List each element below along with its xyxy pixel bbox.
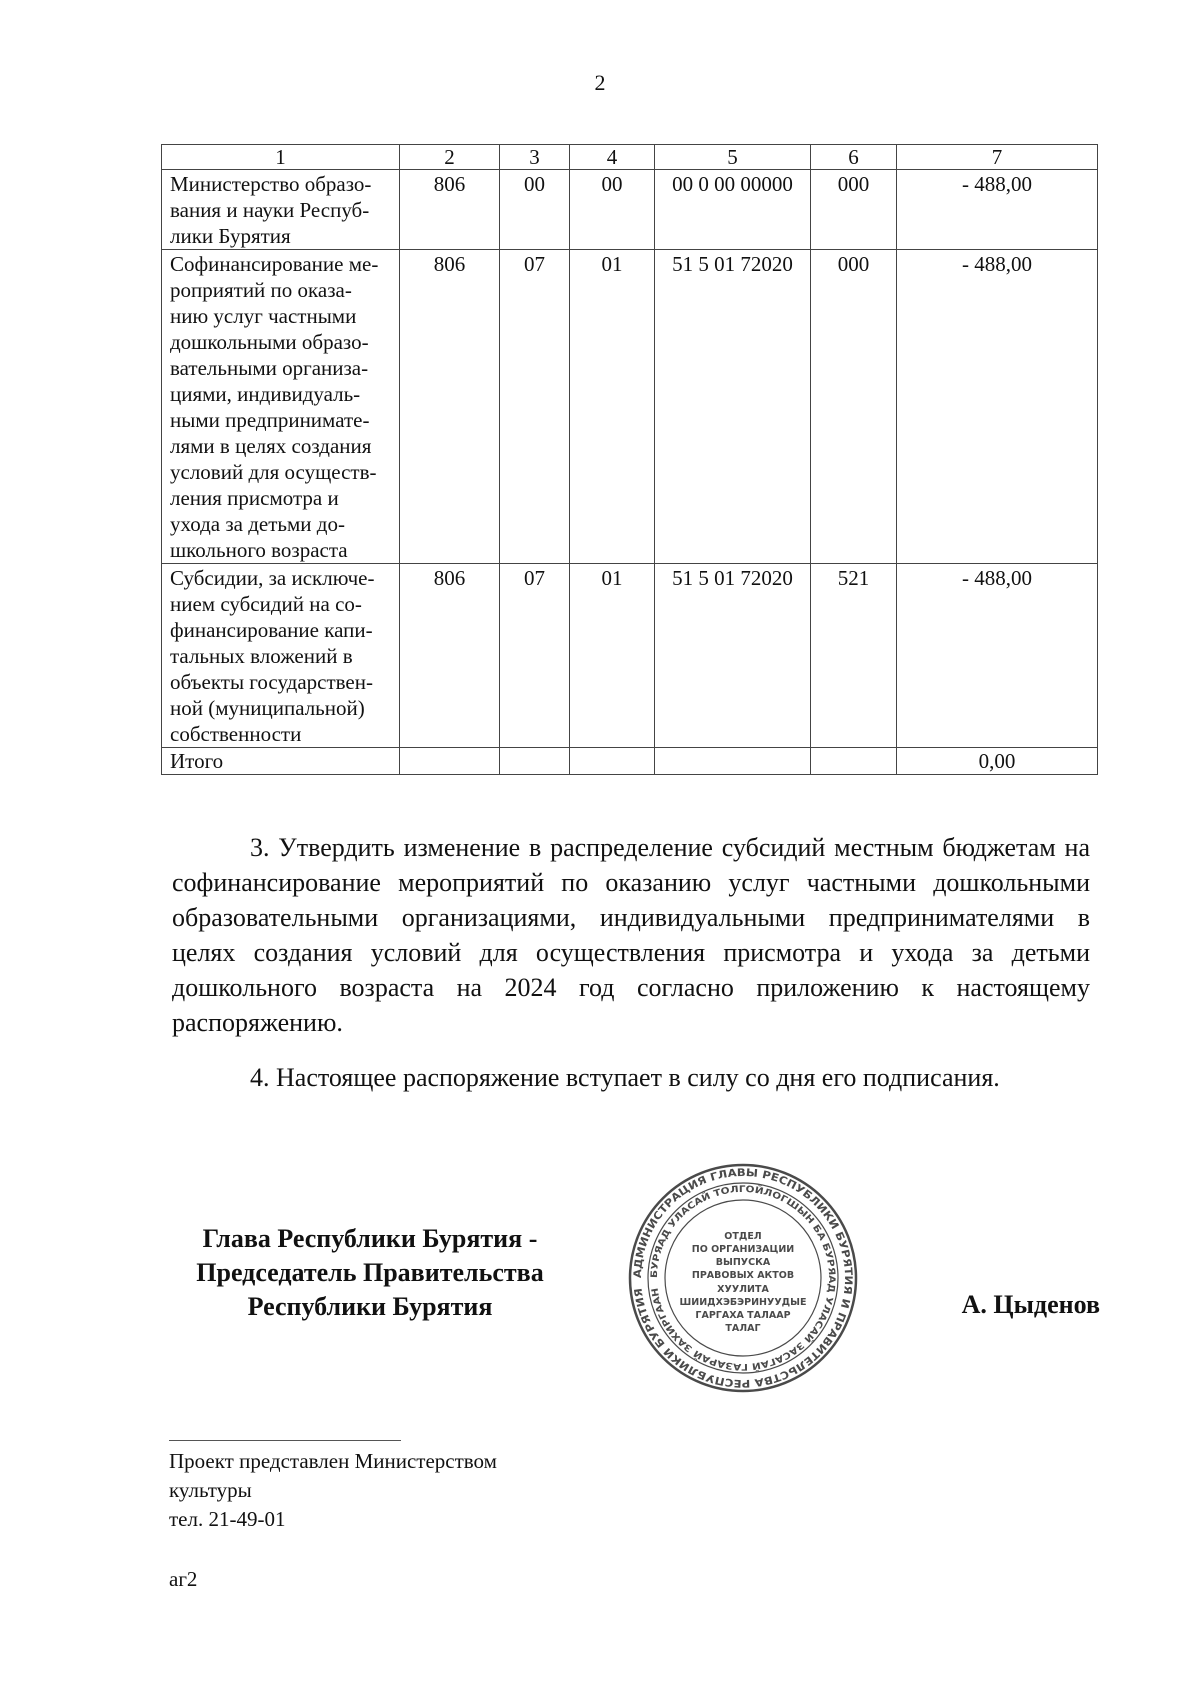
table-row xyxy=(162,170,1098,250)
row-description-cell xyxy=(162,170,400,250)
seal-center-line: ГАРГАХА ТАЛААР xyxy=(695,1310,791,1321)
description-line: объекты государствен- xyxy=(170,670,373,694)
table-total-row xyxy=(162,748,1098,775)
description-line: ными предпринимате- xyxy=(170,408,370,432)
description-line: ления присмотра и xyxy=(170,486,339,510)
description-line: роприятий по оказа- xyxy=(170,278,352,302)
empty-cell xyxy=(655,748,811,775)
document-code: аг2 xyxy=(169,1567,198,1591)
table-header-cell: 4 xyxy=(570,145,655,170)
page-number: 2 xyxy=(594,70,606,95)
footnote-line: Проект представлен Министерством xyxy=(169,1449,497,1473)
paragraph-4: 4. Настоящее распоряжение вступает в силу со дня его подписания. xyxy=(250,1063,1000,1092)
table-header-cell: 2 xyxy=(400,145,500,170)
budget-table xyxy=(161,144,1098,775)
seal-center-line: ТАЛАГ xyxy=(725,1323,761,1334)
description-line: циями, индивидуаль- xyxy=(170,382,361,406)
empty-cell xyxy=(811,748,897,775)
section-code-cell: 00 xyxy=(500,170,570,250)
total-label-cell: Итого xyxy=(162,748,400,775)
footnote-divider xyxy=(169,1440,401,1441)
expense-type-cell: 000 xyxy=(811,170,897,250)
signatory-title-line: Республики Бурятия xyxy=(247,1292,493,1321)
description-line: школьного возраста xyxy=(170,538,348,562)
footnote-line: тел. 21-49-01 xyxy=(169,1507,286,1531)
footnote xyxy=(169,1447,589,1534)
expense-type-cell: 000 xyxy=(811,250,897,564)
seal-outer-ring-text: АДМИНИСТРАЦИЯ ГЛАВЫ РЕСПУБЛИКИ БУРЯТИЯ И ПРАВИТЕЛЬСТВА РЕСПУБЛИКИ БУРЯТИЯ xyxy=(631,1166,855,1390)
footnote-line: культуры xyxy=(169,1478,252,1502)
description-line: финансирование капи- xyxy=(170,618,373,642)
seal-center-line: ОТДЕЛ xyxy=(724,1231,762,1242)
signatory-title xyxy=(160,1222,580,1324)
amount-cell: - 488,00 xyxy=(897,564,1098,748)
description-line: собственности xyxy=(170,722,302,746)
seal-inner-ring-text: БУРЯАД УЛАСАЙ ТОЛГОЙЛОГШЫН БА БУРЯАД УЛАСАЙ ЗАСАГАЙ ГАЗАРАЙ ЗАХИРГААН xyxy=(649,1184,837,1372)
amount-cell: - 488,00 xyxy=(897,170,1098,250)
table-header-cell: 3 xyxy=(500,145,570,170)
row-description-cell xyxy=(162,250,400,564)
section-code-cell: 07 xyxy=(500,564,570,748)
table-header-row xyxy=(162,145,1098,170)
empty-cell xyxy=(570,748,655,775)
description-line: ной (муниципальной) xyxy=(170,696,365,720)
description-line: условий для осуществ- xyxy=(170,460,377,484)
description-line: дошкольными образо- xyxy=(170,330,369,354)
table-header-cell: 5 xyxy=(655,145,811,170)
seal-center-line: ШИИДХЭБЭРИНУУДЫЕ xyxy=(679,1297,807,1308)
description-line: нием субсидий на со- xyxy=(170,592,362,616)
seal-center-line: ХУУЛИТА xyxy=(717,1284,769,1295)
amount-cell: - 488,00 xyxy=(897,250,1098,564)
ministry-code-cell: 806 xyxy=(400,564,500,748)
expense-type-cell: 521 xyxy=(811,564,897,748)
subsection-code-cell: 01 xyxy=(570,564,655,748)
description-line: Субсидии, за исключе- xyxy=(170,566,375,590)
table-header-cell: 6 xyxy=(811,145,897,170)
description-line: вания и науки Респуб- xyxy=(170,198,370,222)
description-line: вательными организа- xyxy=(170,356,369,380)
table-row xyxy=(162,564,1098,748)
table-header-cell: 1 xyxy=(162,145,400,170)
paragraph-3: 3. Утвердить изменение в распределение субсидий местным бюджетам на софинансирование мероприятий по оказанию услуг частными дошкольными образовательными организациями, индивидуальными предпринимателями в целях создания условий для осуществления присмотра и ухода за детьми дошкольного возраста на 2024 год согласно приложению к настоящему распоряжению. xyxy=(172,833,1090,1037)
seal-center-line: ПО ОРГАНИЗАЦИИ xyxy=(691,1244,795,1255)
section-code-cell: 07 xyxy=(500,250,570,564)
description-line: нию услуг частными xyxy=(170,304,357,328)
total-value-cell: 0,00 xyxy=(897,748,1098,775)
description-line: лики Бурятия xyxy=(170,224,291,248)
table-row xyxy=(162,250,1098,564)
official-seal xyxy=(628,1163,858,1393)
ministry-code-cell: 806 xyxy=(400,170,500,250)
description-line: лями в целях создания xyxy=(170,434,372,458)
row-description-cell xyxy=(162,564,400,748)
target-article-cell: 00 0 00 00000 xyxy=(655,170,811,250)
signatory-title-line: Глава Республики Бурятия - xyxy=(202,1224,538,1253)
signatory-name: А. Цыденов xyxy=(961,1290,1100,1319)
subsection-code-cell: 00 xyxy=(570,170,655,250)
target-article-cell: 51 5 01 72020 xyxy=(655,564,811,748)
description-line: тальных вложений в xyxy=(170,644,353,668)
description-line: Министерство образо- xyxy=(170,172,372,196)
subsection-code-cell: 01 xyxy=(570,250,655,564)
target-article-cell: 51 5 01 72020 xyxy=(655,250,811,564)
description-line: Софинансирование ме- xyxy=(170,252,379,276)
empty-cell xyxy=(500,748,570,775)
signatory-title-line: Председатель Правительства xyxy=(196,1258,544,1287)
seal-center-line: ВЫПУСКА xyxy=(715,1257,771,1268)
table-header-cell: 7 xyxy=(897,145,1098,170)
description-line: ухода за детьми до- xyxy=(170,512,345,536)
empty-cell xyxy=(400,748,500,775)
ministry-code-cell: 806 xyxy=(400,250,500,564)
seal-center-line: ПРАВОВЫХ АКТОВ xyxy=(691,1270,795,1281)
